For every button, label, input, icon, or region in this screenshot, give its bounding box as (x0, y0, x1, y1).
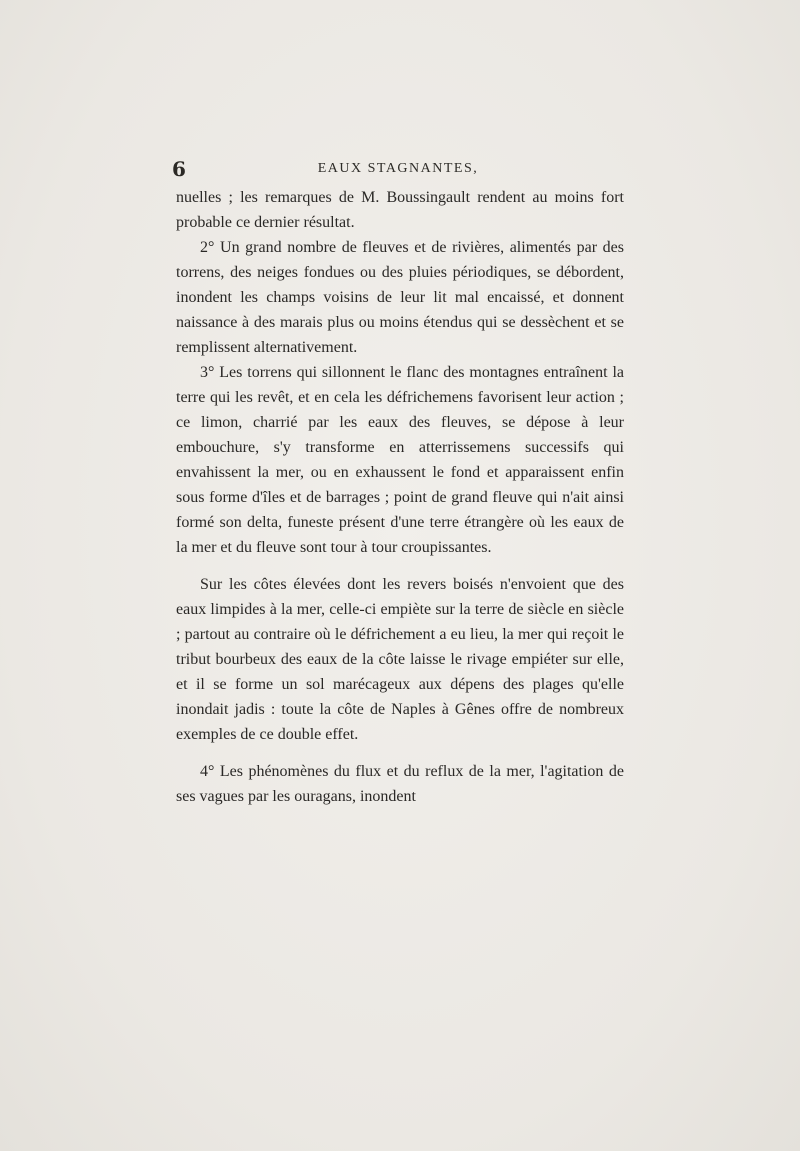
running-title: EAUX STAGNANTES, (317, 161, 479, 176)
paragraph-coasts: Sur les côtes élevées dont les revers boisés n'envoient que des eaux limpides à la mer, celle-ci empiète sur la terre de siècle en siècle ; partout au contraire où le défrichement a eu lieu, la mer qui reçoit le tribut bourbeux des eaux de la côte laisse le rivage empiéter sur elle, et il se forme un sol marécageux aux dépens des plages qu'elle inondait jadis : toute la côte de Naples à Gênes offre de nombreux exemples de ce double effet. (176, 576, 624, 743)
body-text (176, 185, 624, 809)
paragraph-2: 2° Un grand nombre de fleuves et de rivières, alimentés par des torrens, des neiges fondues ou des pluies périodiques, se débordent, inondent les champs voisins de leur lit mal encaissé, et donnent naissance à des marais plus ou moins étendus qui se dessèchent et se remplissent alternativement. (176, 239, 624, 356)
paragraph-3: 3° Les torrens qui sillonnent le flanc des montagnes entraînent la terre qui les revêt, et en cela les défrichemens favorisent leur action ; ce limon, charrié par les eaux des fleuves, se dépose à leur embouchure, s'y transforme en atterrissemens successifs qui envahissent la mer, ou en exhaussent le fond et apparaissent enfin sous forme d'îles et de barrages ; point de grand fleuve qui n'ait ainsi formé son delta, funeste présent d'une terre étrangère où les eaux de la mer et du fleuve sont tour à tour croupissantes. (176, 364, 624, 556)
page-number: 6 (172, 157, 186, 181)
page-header (172, 155, 624, 185)
paragraph-4: 4° Les phénomènes du flux et du reflux de la mer, l'agitation de ses vagues par les ouragans, inondent (176, 763, 624, 805)
paragraph-continuation: nuelles ; les remarques de M. Boussingault rendent au moins fort probable ce dernier résultat. (176, 189, 624, 231)
